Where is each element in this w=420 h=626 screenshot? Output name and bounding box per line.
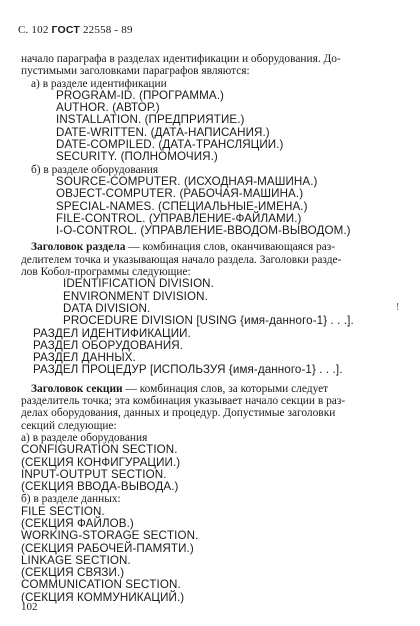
section-list-a-title: а) в разделе оборудования — [21, 431, 148, 444]
list-item: DATE-COMPILED. (ДАТА-ТРАНСЛЯЦИИ.) — [56, 138, 284, 152]
page-prefix: С. 102 — [18, 24, 49, 36]
section-item: (СЕКЦИЯ КОММУНИКАЦИЙ.) — [21, 590, 185, 604]
section-item: WORKING-STORAGE SECTION. — [21, 529, 199, 543]
intro-line: пустимыми заголовками параграфов являются: — [21, 65, 250, 78]
list-item: FILE-CONTROL. (УПРАВЛЕНИЕ-ФАЙЛАМИ.) — [56, 211, 302, 225]
page-number: 102 — [21, 601, 38, 613]
list-b-title: б) в разделе оборудования — [31, 163, 159, 176]
list-item: SOURCE-COMPUTER. (ИСХОДНАЯ-МАШИНА.) — [56, 174, 318, 188]
section-item: INPUT-OUTPUT SECTION. — [21, 467, 167, 481]
paragraph-line: делах оборудования, данных и процедур. Допустимые заголовки — [21, 407, 336, 420]
section-item: (СЕКЦИЯ РАБОЧЕЙ-ПАМЯТИ.) — [21, 541, 194, 555]
section-item: FILE SECTION. — [21, 504, 105, 518]
section-list-b-title: б) в разделе данных: — [21, 493, 121, 506]
list-item: SPECIAL-NAMES. (СПЕЦИАЛЬНЫЕ-ИМЕНА.) — [56, 199, 308, 213]
section-item: CONFIGURATION SECTION. — [21, 443, 178, 457]
section-item: (СЕКЦИЯ ВВОДА-ВЫВОДА.) — [21, 480, 179, 494]
margin-mark: ! — [396, 302, 400, 313]
list-item: SECURITY. (ПОЛНОМОЧИЯ.) — [56, 150, 218, 164]
section-item: (СЕКЦИЯ КОНФИГУРАЦИИ.) — [21, 455, 181, 469]
paragraph-line: лов Кобол-программы следующие: — [21, 266, 191, 279]
list-item: AUTHOR. (АВТОР.) — [56, 101, 160, 115]
list-item: DATE-WRITTEN. (ДАТА-НАПИСАНИЯ.) — [56, 125, 270, 139]
list-item: I-O-CONTROL. (УПРАВЛЕНИЕ-ВВОДОМ-ВЫВОДОМ.) — [56, 224, 351, 238]
division-item: DATA DIVISION. — [63, 301, 151, 315]
section-title-paragraph: Заголовок секции — комбинация слов, за которыми следует — [31, 382, 329, 395]
paragraph-line: секций следующие: — [21, 419, 117, 432]
section-item: (СЕКЦИЯ СВЯЗИ.) — [21, 566, 125, 580]
division-item-ru: РАЗДЕЛ ОБОРУДОВАНИЯ. — [33, 338, 184, 352]
division-item-ru: РАЗДЕЛ ДАННЫХ. — [33, 351, 136, 365]
section-item: COMMUNICATION SECTION. — [21, 578, 181, 592]
list-a-title: а) в разделе идентификации — [31, 77, 167, 90]
paragraph-line: делителем точка и указывающая начало раздела. Заголовки разде- — [21, 253, 342, 266]
page-header — [18, 24, 133, 36]
intro-line: начало параграфа в разделах идентификации и оборудования. До- — [21, 53, 341, 65]
division-item: ENVIRONMENT DIVISION. — [63, 289, 208, 303]
section-item: LINKAGE SECTION. — [21, 553, 131, 567]
section-header-term: Заголовок раздела — [31, 241, 126, 254]
list-item: OBJECT-COMPUTER. (РАБОЧАЯ-МАШИНА.) — [56, 187, 304, 201]
division-item-ru: РАЗДЕЛ ИДЕНТИФИКАЦИИ. — [33, 326, 191, 340]
page-body — [21, 53, 406, 604]
list-item: INSTALLATION. (ПРЕДПРИЯТИЕ.) — [56, 113, 245, 127]
division-item-ru: РАЗДЕЛ ПРОЦЕДУР [ИСПОЛЬЗУЯ {имя-данного-1} . . .]. — [33, 363, 343, 377]
section-title-term: Заголовок секции — [31, 382, 123, 395]
standard-label: ГОСТ — [51, 24, 81, 36]
division-item: PROCEDURE DIVISION [USING {имя-данного-1} . . .]. — [63, 314, 354, 328]
list-item: PROGRAM-ID. (ПРОГРАММА.) — [56, 88, 224, 102]
paragraph-line: разделитель точка; эта комбинация указывает начало секции в раз- — [21, 395, 346, 408]
section-header-paragraph: Заголовок раздела — комбинация слов, оканчивающаяся раз- — [31, 241, 336, 254]
division-item: IDENTIFICATION DIVISION. — [63, 277, 214, 291]
section-item: (СЕКЦИЯ ФАЙЛОВ.) — [21, 516, 134, 530]
standard-number: 22558 - 89 — [82, 24, 133, 36]
